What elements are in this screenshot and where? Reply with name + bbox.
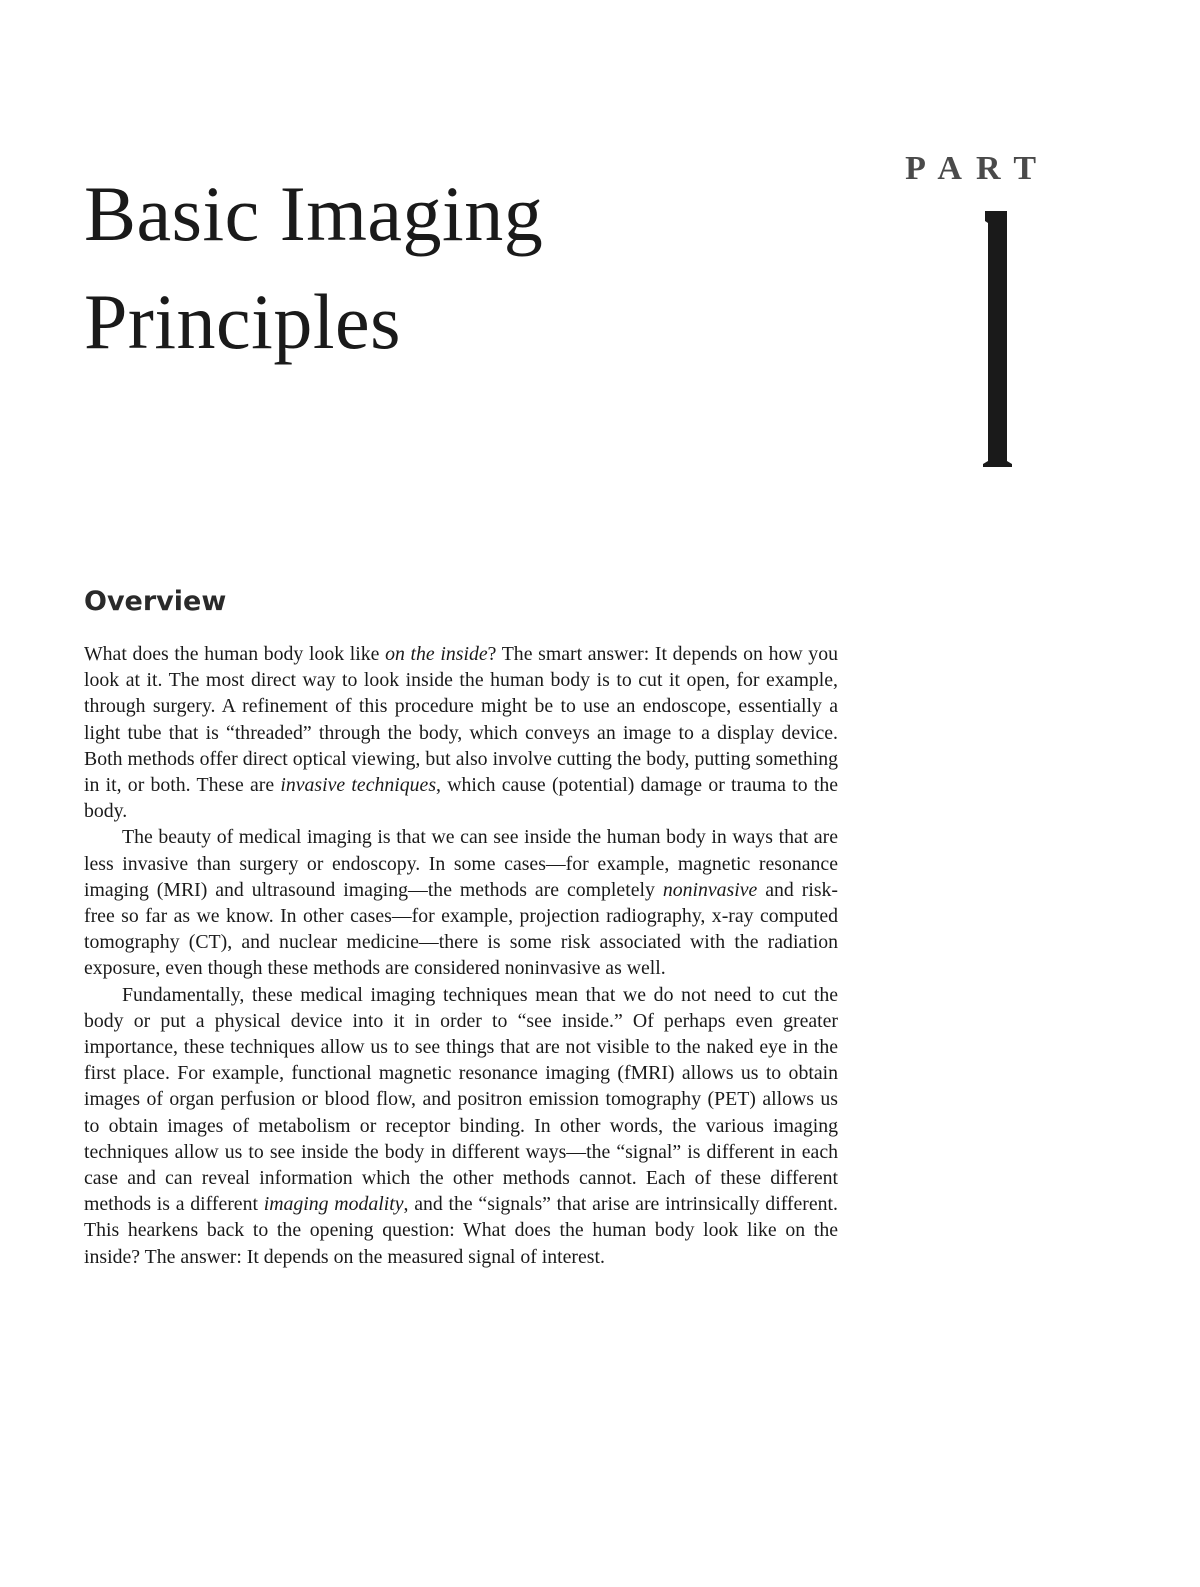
- part-number: [983, 211, 1012, 467]
- body-text: [84, 641, 838, 1270]
- paragraph-2-text-a: The beauty of medical imaging is that we can see inside the human body in ways that are less invasive than surgery or endoscopy. In some cases—for example, magnetic resonance imaging (MRI) and ultrasound imaging—the methods are completely: [84, 826, 838, 901]
- part-number-glyph: [983, 211, 1012, 467]
- title-line-2: Principles: [84, 278, 401, 365]
- paragraph-3-text-b: , and the “signals” that arise are intrinsically different. This hearkens back to the opening question: What does the human body look like on the inside? The answer: It depends on the measured signal of interest.: [84, 1193, 838, 1268]
- part-label: PART: [905, 150, 1050, 187]
- paragraph-1-text-a: What does the human body look like: [84, 643, 386, 665]
- title-line-1: Basic Imaging: [84, 170, 544, 257]
- paragraph-1-text-c: , which cause (potential) damage or trauma to the body.: [84, 774, 838, 823]
- section-heading-overview: Overview: [84, 586, 227, 617]
- paragraph-1-emphasis-a: on the inside: [385, 643, 488, 665]
- part-number-stroke: [983, 211, 1012, 467]
- paragraph-1-text-b: ? The smart answer: It depends on how you look at it. The most direct way to look inside the human body is to cut it open, for example, through surgery. A refinement of this procedure might be to use an endoscope, essentially a light tube that is “threaded” through the body, which conveys an image to a display device. Both methods offer direct optical viewing, but also involve cutting the body, putting something in it, or both. These are: [84, 643, 838, 797]
- page-title: [84, 160, 784, 376]
- paragraph-2-text-b: and risk-free so far as we know. In other cases—for example, projection radiography, x-ray computed tomography (CT), and nuclear medicine—there is some risk associated with the radiation exposure, even though these methods are considered noninvasive as well.: [84, 878, 838, 980]
- paragraph-3: [84, 982, 838, 1270]
- paragraph-2: [84, 824, 838, 981]
- paragraph-1-emphasis-b: invasive techniques: [280, 774, 437, 797]
- paragraph-2-emphasis-a: noninvasive: [662, 878, 758, 901]
- paragraph-3-emphasis-a: imaging modality: [263, 1193, 404, 1216]
- paragraph-1: [84, 641, 838, 824]
- paragraph-3-text-a: Fundamentally, these medical imaging techniques mean that we do not need to cut the body or put a physical device into it in order to “see inside.” Of perhaps even greater importance, these techniques allow us to see things that are not visible to the naked eye in the first place. For example, functional magnetic resonance imaging (fMRI) allows us to obtain images of organ perfusion or blood flow, and positron emission tomography (PET) allows us to obtain images of metabolism or receptor binding. In other words, the various imaging techniques allow us to see inside the body in different ways—the “signal” is different in each case and can reveal information which the other methods cannot. Each of these different methods is a different: [84, 983, 838, 1216]
